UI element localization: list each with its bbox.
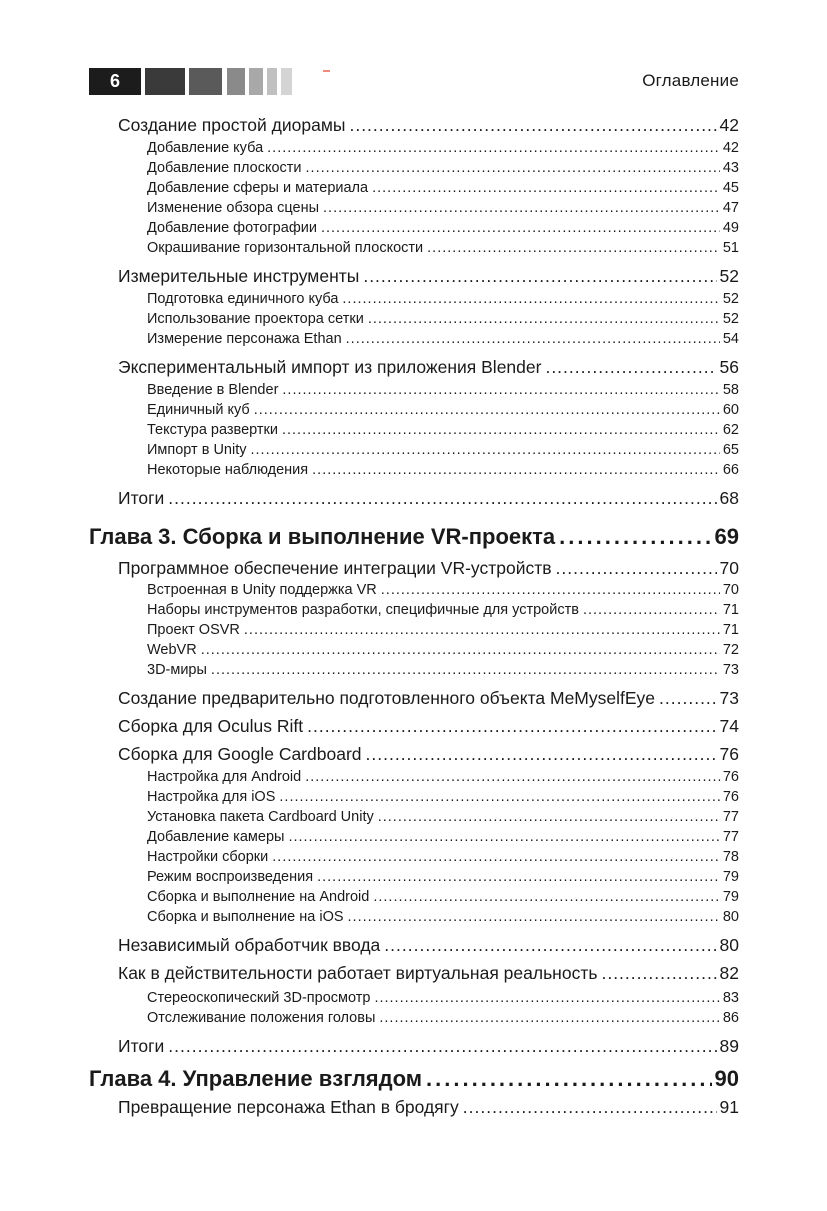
toc-entry-page: 80 — [722, 909, 739, 925]
toc-entry — [147, 311, 739, 327]
toc-dot-leader — [282, 382, 719, 398]
toc-dot-leader — [545, 357, 716, 378]
toc-entry-page: 89 — [719, 1036, 739, 1056]
toc-entry — [118, 688, 739, 709]
toc-chapter — [89, 1066, 739, 1092]
toc-entry-title: Сборка и выполнение на Android — [147, 889, 370, 905]
toc-dot-leader — [583, 602, 720, 618]
toc-entry-title: Добавление куба — [147, 140, 264, 156]
toc-entry — [118, 935, 739, 956]
toc-entry-page: 77 — [722, 809, 739, 825]
toc-entry-title: Итоги — [118, 488, 165, 508]
toc-entry-title: Добавление камеры — [147, 829, 285, 845]
header-bar-5 — [267, 68, 277, 95]
toc-dot-leader — [348, 909, 720, 925]
toc-entry — [147, 140, 739, 156]
toc-entry — [147, 849, 739, 865]
toc-entry-page: 74 — [719, 716, 739, 736]
toc-dot-leader — [267, 140, 720, 156]
toc-entry-page: 68 — [719, 488, 739, 508]
toc-entry-page: 51 — [722, 240, 739, 256]
toc-dot-leader — [168, 488, 716, 509]
toc-entry-page: 69 — [714, 524, 739, 549]
toc-entry — [147, 809, 739, 825]
toc-dot-leader — [323, 200, 720, 216]
toc-entry — [118, 716, 739, 737]
toc-entry — [118, 1036, 739, 1057]
toc-entry-page: 72 — [722, 642, 739, 658]
toc-entry — [147, 291, 739, 307]
toc-entry-title: Программное обеспечение интеграции VR-устройств — [118, 558, 552, 578]
toc-dot-leader — [372, 180, 720, 196]
toc-entry-page: 91 — [719, 1097, 739, 1117]
toc-entry-title: Измерение персонажа Ethan — [147, 331, 342, 347]
toc-entry-page: 54 — [722, 331, 739, 347]
toc-entry-title: Добавление сферы и материала — [147, 180, 369, 196]
toc-entry-title: Глава 3. Сборка и выполнение VR-проекта — [89, 524, 556, 549]
toc-entry — [147, 160, 739, 176]
toc-entry-title: Итоги — [118, 1036, 165, 1056]
toc-entry — [147, 769, 739, 785]
toc-entry-title: Некоторые наблюдения — [147, 462, 309, 478]
toc-dot-leader — [201, 642, 720, 658]
toc-entry-title: Импорт в Unity — [147, 442, 247, 458]
toc-entry — [147, 422, 739, 438]
toc-entry-page: 79 — [722, 869, 739, 885]
toc-entry — [147, 829, 739, 845]
toc-entry — [147, 200, 739, 216]
toc-dot-leader — [427, 240, 720, 256]
toc-entry — [118, 744, 739, 765]
toc-entry-page: 76 — [722, 789, 739, 805]
toc-dot-leader — [282, 422, 720, 438]
header-bar-2 — [189, 68, 222, 95]
toc-dot-leader — [659, 688, 717, 709]
toc-entry — [147, 582, 739, 598]
toc-entry-page: 65 — [722, 442, 739, 458]
toc-dot-leader — [384, 935, 716, 956]
toc-dot-leader — [279, 789, 719, 805]
toc-dot-leader — [601, 963, 716, 984]
toc-entry — [147, 462, 739, 478]
toc-entry-page: 76 — [722, 769, 739, 785]
toc-entry-title: Добавление плоскости — [147, 160, 302, 176]
toc-entry — [147, 869, 739, 885]
toc-entry-title: Единичный куб — [147, 402, 250, 418]
toc-dot-leader — [559, 524, 711, 550]
toc-entry — [118, 488, 739, 509]
toc-dot-leader — [312, 462, 720, 478]
header-bar-1 — [145, 68, 185, 95]
toc-entry-page: 70 — [722, 582, 739, 598]
toc-dot-leader — [426, 1066, 711, 1092]
header-mark — [323, 70, 330, 72]
toc-entry — [147, 331, 739, 347]
toc-entry-title: Независимый обработчик ввода — [118, 935, 381, 955]
toc-dot-leader — [307, 716, 716, 737]
toc-dot-leader — [346, 331, 720, 347]
toc-entry-title: Введение в Blender — [147, 382, 279, 398]
toc-dot-leader — [211, 662, 720, 678]
toc-entry — [147, 889, 739, 905]
toc-dot-leader — [381, 582, 720, 598]
toc-entry-title: Наборы инструментов разработки, специфичные для устройств — [147, 602, 579, 618]
toc-dot-leader — [378, 809, 720, 825]
toc-entry-title: Сборка для Oculus Rift — [118, 716, 304, 736]
toc-entry-page: 62 — [722, 422, 739, 438]
toc-dot-leader — [244, 622, 720, 638]
toc-entry-page: 73 — [719, 688, 739, 708]
toc-entry — [147, 180, 739, 196]
toc-entry-page: 56 — [719, 357, 739, 377]
toc-dot-leader — [272, 849, 720, 865]
header-bar-6 — [281, 68, 292, 95]
toc-entry-title: Экспериментальный импорт из приложения Blender — [118, 357, 542, 377]
toc-dot-leader — [379, 1010, 719, 1026]
toc-entry-title: Сборка и выполнение на iOS — [147, 909, 344, 925]
toc-entry-title: WebVR — [147, 642, 197, 658]
toc-entry-title: Сборка для Google Cardboard — [118, 744, 362, 764]
toc-entry-page: 58 — [722, 382, 739, 398]
running-header-title: Оглавление — [642, 71, 739, 90]
toc-entry-page: 83 — [722, 990, 739, 1006]
toc-entry-title: 3D-миры — [147, 662, 207, 678]
toc-entry-page: 73 — [722, 662, 739, 678]
toc-entry-title: Как в действительности работает виртуальная реальность — [118, 963, 598, 983]
toc-entry — [147, 220, 739, 236]
toc-entry-title: Глава 4. Управление взглядом — [89, 1066, 423, 1091]
toc-entry-title: Измерительные инструменты — [118, 266, 360, 286]
toc-entry-title: Встроенная в Unity поддержка VR — [147, 582, 377, 598]
toc-entry-page: 45 — [722, 180, 739, 196]
toc-dot-leader — [251, 442, 720, 458]
toc-dot-leader — [254, 402, 720, 418]
toc-entry-title: Создание простой диорамы — [118, 115, 346, 135]
toc-dot-leader — [305, 769, 720, 785]
toc-entry-page: 66 — [722, 462, 739, 478]
toc-entry-page: 43 — [722, 160, 739, 176]
toc-entry-page: 49 — [722, 220, 739, 236]
toc-entry-title: Превращение персонажа Ethan в бродягу — [118, 1097, 459, 1117]
toc-entry — [118, 357, 739, 378]
header-bar-4 — [249, 68, 263, 95]
toc-entry-page: 79 — [722, 889, 739, 905]
toc-dot-leader — [556, 558, 717, 579]
toc-entry-title: Настройка для iOS — [147, 789, 276, 805]
toc-entry-page: 60 — [722, 402, 739, 418]
toc-entry — [118, 115, 739, 136]
toc-entry-page: 71 — [722, 622, 739, 638]
toc-entry-page: 80 — [719, 935, 739, 955]
toc-entry — [118, 963, 739, 984]
toc-entry-title: Установка пакета Cardboard Unity — [147, 809, 374, 825]
toc-entry — [147, 240, 739, 256]
toc-dot-leader — [317, 869, 720, 885]
toc-entry-page: 70 — [719, 558, 739, 578]
toc-entry-title: Режим воспроизведения — [147, 869, 314, 885]
toc-entry-page: 82 — [719, 963, 739, 983]
toc-entry — [147, 402, 739, 418]
toc-entry-title: Использование проектора сетки — [147, 311, 364, 327]
toc-entry-title: Добавление фотографии — [147, 220, 317, 236]
toc-dot-leader — [306, 160, 720, 176]
toc-entry — [147, 990, 739, 1006]
toc-entry-page: 47 — [722, 200, 739, 216]
toc-dot-leader — [373, 889, 720, 905]
toc-entry — [147, 642, 739, 658]
toc-entry-page: 42 — [722, 140, 739, 156]
page-header — [0, 68, 827, 96]
toc-entry-title: Окрашивание горизонтальной плоскости — [147, 240, 424, 256]
toc-dot-leader — [168, 1036, 716, 1057]
toc-entry — [147, 662, 739, 678]
toc-entry-page: 52 — [722, 291, 739, 307]
toc-entry — [147, 382, 739, 398]
toc-entry — [147, 1010, 739, 1026]
toc-entry — [147, 442, 739, 458]
toc-dot-leader — [321, 220, 720, 236]
toc-entry-title: Настройка для Android — [147, 769, 302, 785]
toc-entry-title: Настройки сборки — [147, 849, 269, 865]
toc-chapter — [89, 524, 739, 550]
toc-entry-page: 78 — [722, 849, 739, 865]
toc-entry-title: Создание предварительно подготовленного объекта MeMyselfEye — [118, 688, 656, 708]
toc-entry-title: Текстура развертки — [147, 422, 278, 438]
toc-entry — [147, 602, 739, 618]
toc-entry-page: 77 — [722, 829, 739, 845]
toc-dot-leader — [342, 291, 719, 307]
toc-dot-leader — [363, 266, 716, 287]
toc-entry-title: Отслеживание положения головы — [147, 1010, 376, 1026]
toc-dot-leader — [366, 744, 717, 765]
toc-entry — [118, 558, 739, 579]
toc-entry-page: 76 — [719, 744, 739, 764]
toc-entry — [118, 266, 739, 287]
toc-entry — [147, 622, 739, 638]
toc-entry-page: 52 — [722, 311, 739, 327]
toc-entry-title: Проект OSVR — [147, 622, 240, 638]
page-number: 6 — [89, 68, 141, 95]
toc-entry-page: 71 — [722, 602, 739, 618]
toc-dot-leader — [349, 115, 716, 136]
toc-entry-page: 52 — [719, 266, 739, 286]
toc-entry-page: 42 — [719, 115, 739, 135]
toc-dot-leader — [368, 311, 720, 327]
header-bar-3 — [227, 68, 245, 95]
toc-entry — [118, 1097, 739, 1118]
toc-entry-title: Подготовка единичного куба — [147, 291, 339, 307]
toc-dot-leader — [374, 990, 719, 1006]
toc-entry — [147, 909, 739, 925]
toc-dot-leader — [463, 1097, 717, 1118]
toc-entry — [147, 789, 739, 805]
toc-entry-title: Изменение обзора сцены — [147, 200, 320, 216]
toc-dot-leader — [288, 829, 719, 845]
toc-entry-page: 90 — [714, 1066, 739, 1091]
toc-entry-title: Стереоскопический 3D-просмотр — [147, 990, 371, 1006]
toc-entry-page: 86 — [722, 1010, 739, 1026]
